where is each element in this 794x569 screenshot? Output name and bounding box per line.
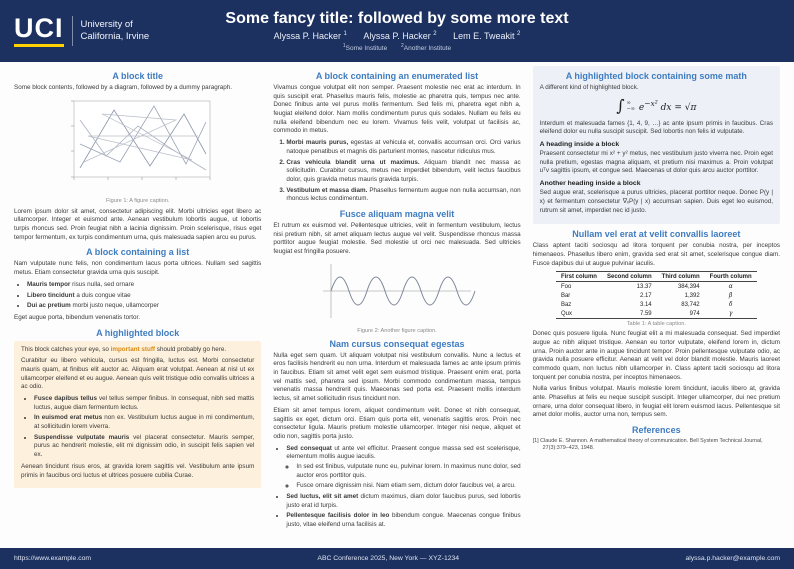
figure-1-caption: Figure 1: A figure caption. (105, 197, 170, 204)
enum-item: 1. Morbi mauris purus, egestas at vehicula et, convallis accumsan orci. Orci varius natoque penatibus et magnis dis parturient montes, nascetur ridiculus mus. (286, 139, 520, 156)
block-paragraph: Nulla varius finibus volutpat. Mauris molestie lorem tincidunt, iaculis libero at, gravida ante. Phasellus at felis eu neque suscipit suscipit. Integer ullamcorper, dui nec pretium ornare, urna dolor consequat libero, in feugiat elit lorem euismod lacus. Pellentesque sit amet dolor mollis, auctor urna non, tempus sem. (532, 385, 780, 419)
data-table (556, 271, 757, 319)
highlighted-intro: This block catches your eye, so important stuff should probably go here. (21, 345, 227, 353)
author: Alyssa P. Hacker $^1$ (273, 30, 347, 41)
list-item: • Sed consequat ut ante vel efficitur. Praesent congue massa sed est scelerisque, elementum mollis augue iaculis. ◦ In sed est finibus, vulputate nunc eu, pulvinar lorem. In maximus nunc dolor, sed auctor eros porttitor quis. ◦ Fusce ornare dignissim nisi. Nam etiam sem, dictum dolor faucibus vel, a arcu. (286, 445, 520, 491)
block-paragraph: Etiam sit amet tempus lorem, aliquet condimentum velit. Donec et nibh consequat, sagittis ex eget, dictum orci. Etiam quis porta elit, venenatis sagittis eros. Proin nec consectetur ligula. Mauris pretium molestie ullamcorper. Integer nisi neque, aliquet et odio non, sagittis porta justo. (273, 406, 521, 440)
enum-item: 2. Cras vehicula blandit urna ut maximus. Aliquam blandit nec massa ac sollicitudin. Curabitur cursus, metus nec imperdiet bibendum, velit lectus faucibus dolor, quis gravida metus mauris gravida turpis. (286, 159, 520, 185)
author: Lem E. Tweakit $^2$ (453, 30, 521, 41)
table-header-cell: First column (556, 272, 602, 282)
block-nam-cursus (273, 339, 520, 530)
list-item: • Dui ac pretium morbi justo neque, ullamcorper (27, 302, 261, 311)
table-header-cell: Second column (602, 272, 657, 282)
header (0, 0, 794, 62)
highlighted-math-block (533, 66, 780, 224)
math-block-paragraph: Interdum et malesuada fames {1, 4, 9, …} ac ante ipsum primis in faucibus. Cras eleifend dolor eu nulla suscipit suscipit. Sed lobortis non felis id vulputate. (539, 119, 773, 136)
authors-line (267, 31, 528, 41)
block-intro-text: Class aptent taciti sociosqu ad litora torquent per conubia nostra, per inceptos himenaeos. Phasellus libero enim, gravida sed erat sit amet, scelerisque congue diam. Fusce dapibus dui ut augue pulvinar iaculis. (532, 242, 780, 267)
footer-conference-text: ABC Conference 2025, New York — XYZ-1234 (317, 555, 460, 562)
block-heading: Nam cursus consequat egestas (329, 338, 465, 349)
affiliation: $^1$Some Institute (342, 42, 388, 53)
bullet-list (34, 395, 254, 460)
figure-2 (273, 260, 520, 334)
list-item: • Libero tincidunt a duis congue vitae (27, 292, 261, 301)
block-heading: References (632, 425, 681, 436)
poster-body (0, 62, 794, 548)
inblock-paragraph: Praesent consectetur mi x² + y² metus, nec vestibulum justo viverra nec. Proin eget nulla pretium, egestas magna aliquam, et pretium nisi maximus a. Proin volutpat uᵀv sagittis ipsum, et congue sed. Maecenas ut dolor quis arcu auctor porttitor. (539, 150, 773, 175)
block-heading: A highlighted block containing some math (565, 71, 747, 81)
sub-bullet-list (296, 463, 520, 491)
affiliations-line (337, 43, 457, 52)
table-header-cell: Fourth column (705, 272, 757, 282)
logo-institution-text (81, 19, 150, 44)
sub-list-item: ◦ In sed est finibus, vulputate nunc eu, pulvinar lorem. In maximus nunc dolor, sed auctor eros porttitor quis. (296, 463, 520, 480)
inblock-paragraph: Sed augue erat, scelerisque a purus ultricies, placerat porttitor neque. Donec P(y | x) et fermentum consectetur ∇ₓP(y | x) accumsan sapien. Duis eget leo euismod, rutrum sit amet, imperdiet nec id justo. (539, 189, 773, 214)
block-heading: A block containing a list (86, 247, 190, 258)
list-item: • Mauris tempor risus nulla, sed ornare (27, 281, 261, 290)
enumerated-list (286, 139, 520, 204)
highlighted-paragraph: Curabitur eu libero vehicula, cursus est fringilla, luctus est. Morbi consectetur mauris quam, at finibus elit auctor ac. Aliquam erat volutpat. Aenean at nisl ut ex ullamcorper eleifend et eu augue. Aenean quis velit tristique odio convallis ultrices a ac odio. (21, 357, 255, 391)
integral-limits: ∞ −∞ (626, 99, 635, 112)
block-a-block-title (14, 71, 261, 242)
block-paragraph: Nulla eget sem quam. Ut aliquam volutpat nisi vestibulum convallis. Nunc a lectus et eros facilisis hendrerit eu non urna. Interdum et malesuada fames ac ante ipsum primis in faucibus. Etiam sit amet velit eget sem euismod tristique. Praesent enim erat, porta vel mattis sed, pharetra sed ipsum. Morbi commodo condimentum massa, tempus venenatis massa hendrerit quis. Maecenas sed porta est. Praesent mollis interdum lectus, sit amet sollicitudin risus tincidunt non. (273, 351, 521, 403)
block-heading: A block title (112, 71, 163, 81)
logo-line2: California, Irvine (80, 31, 150, 42)
list-item: • Suspendisse vulputate mauris vel placerat consectetur. Mauris semper, purus ac hendrerit molestie, elit mi dignissim odio, in suscipit felis sapien vel ex. (34, 434, 254, 460)
block-intro-text: Vivamus congue volutpat elit non semper. Praesent molestie nec erat ac interdum. In quis suscipit erat. Phasellus mauris felis, molestie ac pharetra quis, tempus nec ante. Donec finibus ante vel purus mollis fermentum. Sed felis mi, pharetra eget nibh a, feugiat eleifend dolor. Nam mollis condimentum purus quis sodales. Nullam eu felis eu nulla eleifend bibendum nec eu lorem. Vivamus felis velit, volutpat ut facilisis ac, commodo in metus. (273, 84, 521, 135)
list-item: • In euismod erat metus non ex. Vestibulum luctus augue in mi condimentum, at sollicitudin lorem viverra. (34, 414, 254, 431)
block-heading: Fusce aliquam magna velit (339, 208, 455, 219)
table-caption: Table 1: A table caption. (626, 321, 686, 328)
highlighted-math-panel (533, 66, 780, 224)
table-row: Baz 3.14 83,742 δ (560, 301, 733, 309)
logo-line1: University of (80, 18, 133, 30)
inblock-heading: Another heading inside a block (539, 180, 641, 188)
table-row: Foo 13.37 384,394 α (560, 283, 733, 291)
figure-1 (14, 96, 261, 204)
footer-email-link[interactable]: alyssa.p.hacker@example.com (685, 555, 780, 562)
block-heading: A block containing an enumerated list (315, 71, 479, 81)
highlighted-block-panel (14, 341, 261, 489)
block-table (533, 229, 780, 420)
formula-body: $e^{-x^2}$ dx = √π (638, 98, 697, 113)
list-item: • Sed luctus, elit sit amet dictum maximus, diam dolor faucibus purus, sed lobortis justo erat id turpis. (286, 493, 520, 510)
highlighted-block (14, 328, 261, 489)
table-row: Bar 2.17 1,392 β (560, 292, 733, 300)
block-paragraph: Et rutrum ex euismod vel. Pellentesque ultricies, velit in fermentum vestibulum, lectus nisi pretium nibh, sit amet aliquam lectus augue vel velit. Suspendisse rhoncus massa porttitor augue feugiat molestie. Sed molestie ut orci nec malesuada. Sed ultricies feugiat est fringilla posuere. (273, 221, 521, 255)
table-row: Qux 7.59 974 γ (560, 310, 733, 318)
math-formula (540, 95, 773, 115)
uci-logo (0, 15, 200, 47)
table-header-row (556, 272, 757, 282)
list-item: • Pellentesque facilisis dolor in leo bibendum congue. Maecenas congue finibus justo, vitae eleifend urna facilisis at. (286, 512, 520, 529)
figure-1-plot (58, 96, 218, 192)
block-enumerated-list (273, 71, 520, 204)
list-item: • Fusce dapibus tellus vel tellus semper finibus. In consequat, nibh sed mattis luctus, augue diam fermentum lectus. (34, 395, 254, 412)
column-3 (533, 66, 780, 546)
table-header-cell: Third column (657, 272, 705, 282)
footer (0, 548, 794, 569)
footer-website-link[interactable]: https://www.example.com (14, 555, 92, 562)
logo-divider (72, 16, 73, 46)
column-2 (273, 66, 520, 546)
block-references (533, 425, 780, 453)
block-paragraph: Donec quis posuere ligula. Nunc feugiat elit a mi malesuada consequat. Sed imperdiet augue ac nibh aliquet tristique. Aenean eu tortor vulputate, eleifend lorem in, dictum urna. Proin auctor ante in augue tincidunt tempor. Proin pellentesque vulputate odio, ac gravida nulla posuere efficitur. Aenean at velit vel dolor blandit molestie. Mauris laoreet commodo quam, non luctus nibh ullamcorper in. Class aptent taciti sociosqu ad litora torquent per conubia nostra, per inceptos himenaeos. (532, 330, 780, 381)
references-list (533, 438, 780, 453)
enum-item: 3. Vestibulum et massa diam. Phasellus fermentum augue non nulla accumsan, non rhoncus lectus condimentum. (286, 187, 520, 204)
block-heading: Nullam vel erat at velit convallis laoreet (572, 229, 741, 240)
figure-2-plot (317, 260, 477, 322)
figure-2-caption: Figure 2: Another figure caption. (357, 327, 437, 334)
block-outro-text: Eget augue porta, bibendum venenatis tortor. (14, 313, 141, 321)
block-intro-text: Nam vulputate nunc felis, non condimentum lacus porta ultrices. Nullam sed sagittis metus. Etiam consectetur gravida urna quis suscipit. (14, 260, 262, 277)
affiliation: $^2$Another Institute (401, 42, 452, 53)
block-containing-a-list (14, 247, 261, 322)
uci-logo-acronym: UCI (14, 15, 64, 47)
inblock-heading: A heading inside a block (539, 141, 620, 149)
block-fusce-aliquam (273, 209, 520, 334)
math-block-intro: A different kind of highlighted block. (539, 84, 639, 91)
block-heading: A highlighted block (96, 327, 180, 338)
bullet-list (286, 445, 520, 530)
reference-item: [1] Claude E. Shannon. A mathematical theory of communication. Bell System Technical Journal, 27(3):379–423, 1948. (532, 438, 763, 452)
column-1 (14, 66, 261, 546)
poster-title: Some fancy title: followed by some more text (225, 9, 569, 27)
integral-sign: ∫ (616, 95, 625, 115)
block-intro-text: Some block contents, followed by a diagram, followed by a dummy paragraph. (14, 84, 233, 91)
sub-list-item: ◦ Fusce ornare dignissim nisi. Nam etiam sem, dictum dolor faucibus vel, a arcu. (296, 482, 520, 491)
important-stuff-emphasis: important stuff (110, 345, 156, 353)
author: Alyssa P. Hacker $^2$ (363, 30, 437, 41)
block-paragraph: Lorem ipsum dolor sit amet, consectetur adipiscing elit. Morbi ultricies eget libero ac ullamcorper. Integer et euismod ante. Aenean vestibulum lobortis augue, ut lobortis turpis rhoncus sed. Proin feugiat nibh a lacinia dignissim. Proin scelerisque, risus eget tempor fermentum, ex turpis condimentum urna, quis malesuada sapien arcu eu purus. (14, 207, 262, 241)
bullet-list (27, 281, 261, 311)
highlighted-outro: Aenean tincidunt risus eros, at gravida lorem sagittis vel. Vestibulum ante ipsum primis in faucibus orci luctus et ultrices posuere cubilia Curae. (21, 462, 255, 479)
